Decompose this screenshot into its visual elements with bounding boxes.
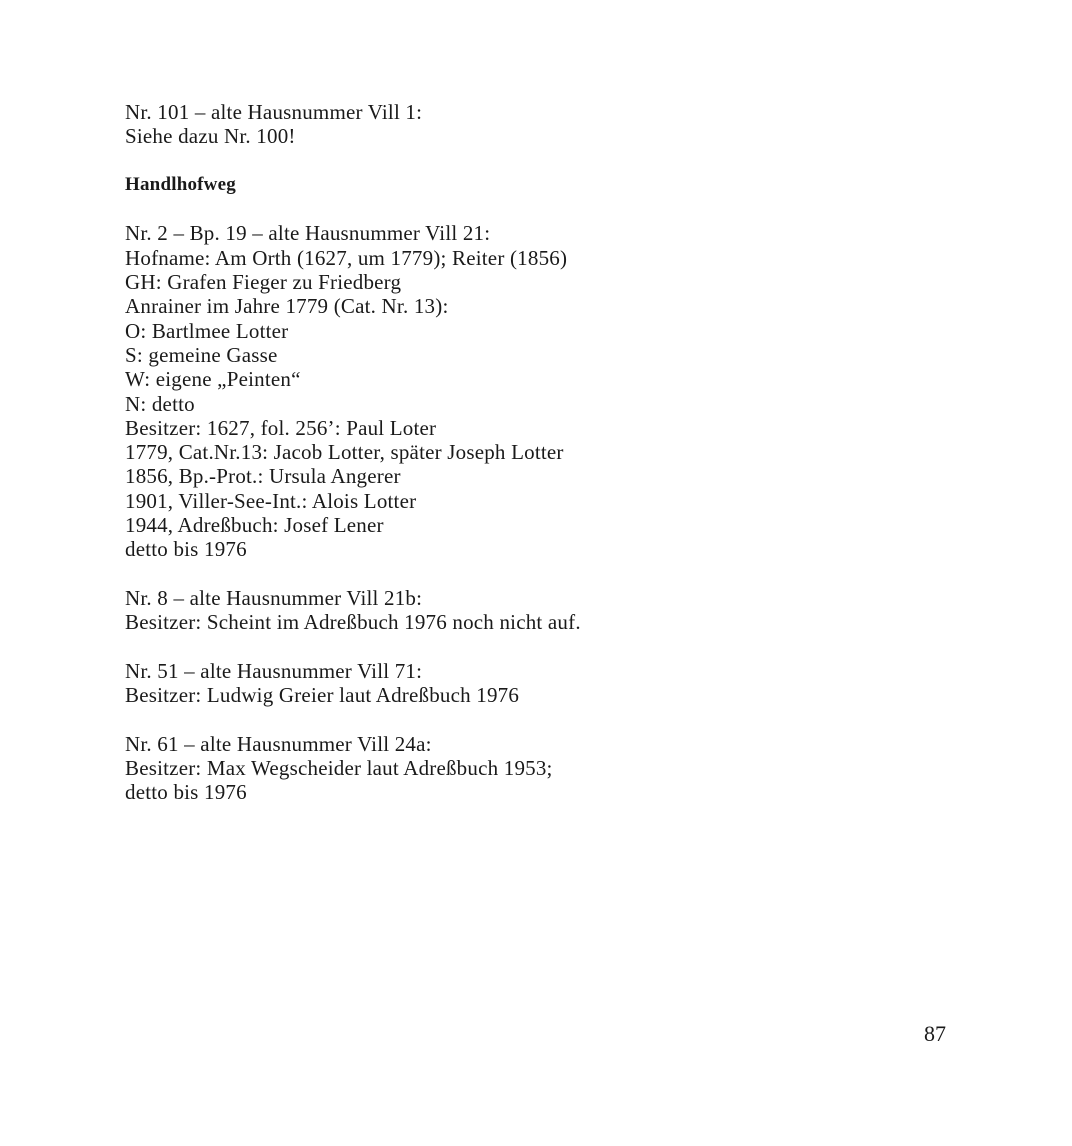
entry-line: O: Bartlmee Lotter [125,318,289,343]
entry-line: GH: Grafen Fieger zu Friedberg [125,270,402,295]
entry-line: Nr. 8 – alte Hausnummer Vill 21b: [125,585,423,610]
section-heading: Handlhofweg [125,173,236,195]
entry-nr-101 [125,100,725,149]
entry-line: Besitzer: 1627, fol. 256’: Paul Loter [125,415,437,440]
entry-nr-8 [125,586,725,635]
entry-line: S: gemeine Gasse [125,342,278,367]
entry-line: Nr. 61 – alte Hausnummer Vill 24a: [125,731,432,756]
entry-nr-51 [125,659,725,708]
entry-line: Anrainer im Jahre 1779 (Cat. Nr. 13): [125,294,449,319]
entry-line: Besitzer: Scheint im Adreßbuch 1976 noch nicht auf. [125,610,581,635]
entry-line: 1901, Viller-See-Int.: Alois Lotter [125,488,417,513]
entry-line: Siehe dazu Nr. 100! [125,124,296,149]
entry-line: Besitzer: Ludwig Greier laut Adreßbuch 1976 [125,683,520,708]
entry-line: 1779, Cat.Nr.13: Jacob Lotter, später Joseph Lotter [125,440,564,465]
entry-line: W: eigene „Peinten“ [125,367,301,392]
entry-line: Nr. 51 – alte Hausnummer Vill 71: [125,658,423,683]
entry-line: Nr. 101 – alte Hausnummer Vill 1: [125,100,423,124]
entry-line: Besitzer: Max Wegscheider laut Adreßbuch 1953; [125,756,553,781]
text-column [125,100,725,829]
entry-nr-2 [125,221,725,561]
page-number: 87 [924,1021,946,1046]
entry-line: Hofname: Am Orth (1627, um 1779); Reiter (1856) [125,245,568,270]
entry-line: detto bis 1976 [125,780,247,805]
entry-line: Nr. 2 – Bp. 19 – alte Hausnummer Vill 21: [125,221,491,246]
entry-line: N: detto [125,391,195,416]
entry-nr-61 [125,732,725,805]
entry-line: 1856, Bp.-Prot.: Ursula Angerer [125,464,401,489]
entry-line: 1944, Adreßbuch: Josef Lener [125,513,384,538]
entry-line: detto bis 1976 [125,537,247,562]
